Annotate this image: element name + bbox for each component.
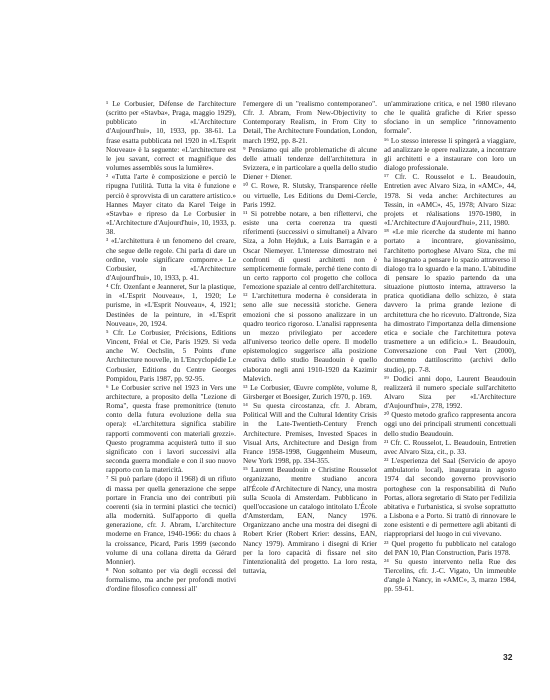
footnote: ⁷ Si può parlare (dopo il 1968) di un rifiuto di massa per quella generazione che seppe portare in Francia uno dei contributi più coerenti (sia in termini plastici che tecnici) alla modernità. Sull'apporto di quella generazione, cfr. J. Abram, L'architecture moderne en France, 1940-1966: du chaos à la croissance, Picard, Paris 1999 (secondo volume di una collana diretta da Gérard Monnier). [106,474,236,566]
footnote: un'ammirazione critica, e nel 1980 rilevano che le qualità grafiche di Krier spesso sfociano in un semplice "rinnovamento formale". [384,99,516,136]
footnote: ¹⁶ Lo stesso interesse li spingerà a viaggiare, ad analizzare le opere realizzate, a incontrare gli architetti e a instaurare con loro un dialogo professionale. [384,135,516,173]
footnote: ²¹ Cfr. C. Rousselot, L. Beaudouin, Entretien avec Alvaro Siza, cit., p. 33. [384,437,516,456]
footnote: ² «Tutta l'arte è composizione e perciò le ripugna l'utilità. Tutta la vita è funzione e perciò è sprovvista di un carattere artistico.» Hannes Mayer citato da Karel Teige in «Stavba» e ripreso da Le Corbusier in «L'Architecture d'Aujourd'hui», 10, 1933, p. 38. [106,172,236,237]
footnote: ⁵ Cfr. Le Corbusier, Précisions, Editions Vincent, Fréal et Cie, Paris 1929. Si veda anche W. Oechslin, 5 Points d'une Architecture nouvelle, in L'Encyclopédie Le Corbusier, Editions du Centre Georges Pompidou, Paris 1987, pp. 92-95. [106,327,236,383]
page-number: 32 [503,652,513,662]
footnote: ¹² L'architettura moderna è considerata in seno alle sue necessità storiche. Genera emozioni che si possono analizzare in un quadro teorico rigoroso. L'analisi rappresenta un mezzo privilegiato per accedere all'universo teorico delle opere. Il modello epistemologico suggerisce alla posizione creativa dello studio Beaudouin è quello elaborato negli anni 1910-1920 da Kazimir Malevich. [243,291,377,383]
footnotes-column-2 [243,99,377,575]
footnote: ¹¹ Si potrebbe notare, a ben riflettervi, che esiste una certa coerenza tra questi riferimenti (successivi o simultanei) a Alvaro Siza, a John Hejduk, a Luis Barragán e a Oscar Niemeyer. L'interesse dimostrato nei confronti di questi architetti non è semplicemente formale, perché tiene conto di un certo rapporto col progetto che colloca l'emozione spaziale al centro dell'architettura. [243,208,377,292]
footnote: ¹⁵ Laurent Beaudouin e Christine Rousselot organizzano, mentre studiano ancora all'École d'Architecture di Nancy, una mostra sulla Scuola di Amsterdam. Pubblicano in quell'occasione un catalogo intitolato L'École d'Amsterdam, EAN, Nancy 1976. Organizzano anche una mostra dei disegni di Robert Krier (Robert Krier: dessins, EAN, Nancy 1979). Ammirano i disegni di Krier per la loro capacità di fissare nel sito l'intenzionalità del progetto. La loro resta, tuttavia, [243,465,377,575]
footnote: ⁶ Le Corbusier scrive nel 1923 in Vers une architecture, a proposito della "Lezione di Roma", questa frase premonitrice (tenuto conto della futura evoluzione della sua opera): «L'architettura significa stabilire rapporti commoventi con materiali grezzi». Questo programma acquisterà tutto il suo significato con i lavori successivi alla seconda guerra mondiale e con il suo nuovo rapporto con la matericità. [106,382,236,475]
footnote: ¹⁰ C. Rowe, R. Slutsky, Transparence réelle ou virtuelle, Les Editions du Demi-Cercle, Paris 1992. [243,181,377,209]
footnote: ⁸ Non soltanto per via degli eccessi del formalismo, ma anche per profondi motivi d'ordine filosofico connessi all' [106,565,236,594]
footnote: ¹ Le Corbusier, Défense de l'architecture (scritto per «Stavba», Praga, maggio 1929), pubblicato in «L'Architecture d'Aujourd'hui», 10, 1933, pp. 38-61. La frase esatta pubblicata nel 1920 in «L'Esprit Nouveau» è la seguente: «L'architecture est le jeu savant, correct et magnifique des volumes assemblés sous la lumière». [106,99,236,173]
footnote: ⁴ Cfr. Ozenfant e Jeanneret, Sur la plastique, in «L'Esprit Nouveau», 1, 1920; Le purisme, in «L'Esprit Nouveau», 4, 1921; Destinées de la peinture, in «L'Esprit Nouveau», 20, 1924. [106,282,236,328]
footnote: ¹⁴ Su questa circostanza, cfr. J. Abram, Political Will and the Cultural Identity Crisis in the Late-Twentieth-Century French Architecture. Premises, Invested Spaces in Visual Arts, Architecture and Design from France 1958-1998, Guggenheim Museum, New York 1998, pp. 334-355. [243,401,377,466]
footnote: ²⁰ Questo metodo grafico rappresenta ancora oggi uno dei principali strumenti concettuali dello studio Beaudouin. [384,410,516,438]
footnotes-column-3 [384,99,516,593]
footnote: ⁹ Pensiamo qui alle problematiche di alcune delle attuali tendenze dell'architettura in Svizzera, e in particolare a quella dello studio Diener + Diener. [243,144,377,182]
footnotes-column-1 [106,99,236,593]
footnote: ²² L'esperienza del Saal (Servicio de apoyo ambulatorio local), inaugurata in agosto 1974 dal secondo governo provvisorio portoghese con la responsabilità di Nuño Portas, allora segretario di Stato per l'edilizia abitativa e l'urbanistica, si svolse soprattutto a Lisbona e a Porto. Si trattò di rinnovare le zone esistenti e di permettere agli abitanti di riappropriarsi del luogo in cui vivevano. [384,456,516,539]
footnote: ³ «L'architettura è un fenomeno del creare, che segue delle regole. Chi parla di dare un ordine, vuole significare comporre.» Le Corbusier, in «L'Architecture d'Aujourd'hui», 10, 1933, p. 41. [106,236,236,282]
footnote: ¹⁸ «Le mie ricerche da studente mi hanno portato a incontrare, giovanissimo, l'architetto portoghese Alvaro Siza, che mi ha insegnato a pensare lo spazio attraverso il dialogo tra lo sguardo e la mano. L'abitudine di pensare lo spazio partendo da una situazione piuttosto interna, attraverso la pratica quotidiana dello schizzo, è stata davvero la prima grande lezione di architettura che ho ricevuto. D'altronde, Siza ha dimostrato l'importanza della dimensione etica e sociale che l'architettura poteva trasmettere a un edificio.» L. Beaudouin, Conversazione con Paul Vert (2000), documento dattiloscritto (archivi dello studio), pp. 7-8. [384,227,516,374]
footnote: ¹⁹ Dodici anni dopo, Laurent Beaudouin realizzerà il numero speciale sull'architetto Alvaro Siza per «L'Architecture d'Aujourd'hui», 278, 1992. [384,373,516,411]
footnote: l'emergere di un "realismo contemporaneo". Cfr. J. Abram, From New-Objectivity to Contemporary Realism, in From City to Detail, The Architecture Foundation, London, march 1992, pp. 8-21. [243,99,377,145]
footnote: ¹³ Le Corbusier, Œuvre complète, volume 8, Girsberger et Boesiger, Zurich 1970, p. 169. [243,382,377,401]
footnote: ²⁴ Su questo intervento nella Rue des Tiercelins, cfr. J.-C. Vigato, Un immeuble d'angle à Nancy, in «AMC», 3, marzo 1984, pp. 59-61. [384,556,516,594]
footnote: ²³ Quel progetto fu pubblicato nel catalogo del PAN 10, Plan Construction, Paris 1978. [384,538,516,557]
footnote: ¹⁷ Cfr. C. Rousselot e L. Beaudouin, Entretien avec Alvaro Siza, in «AMC», 44, 1978. Si veda anche: Architectures au Tessin, in «AMC», 45, 1978; Alvaro Siza: projets et réalisations 1970-1980, in «L'Architecture d'Aujourd'hui», 211, 1980. [384,172,516,228]
